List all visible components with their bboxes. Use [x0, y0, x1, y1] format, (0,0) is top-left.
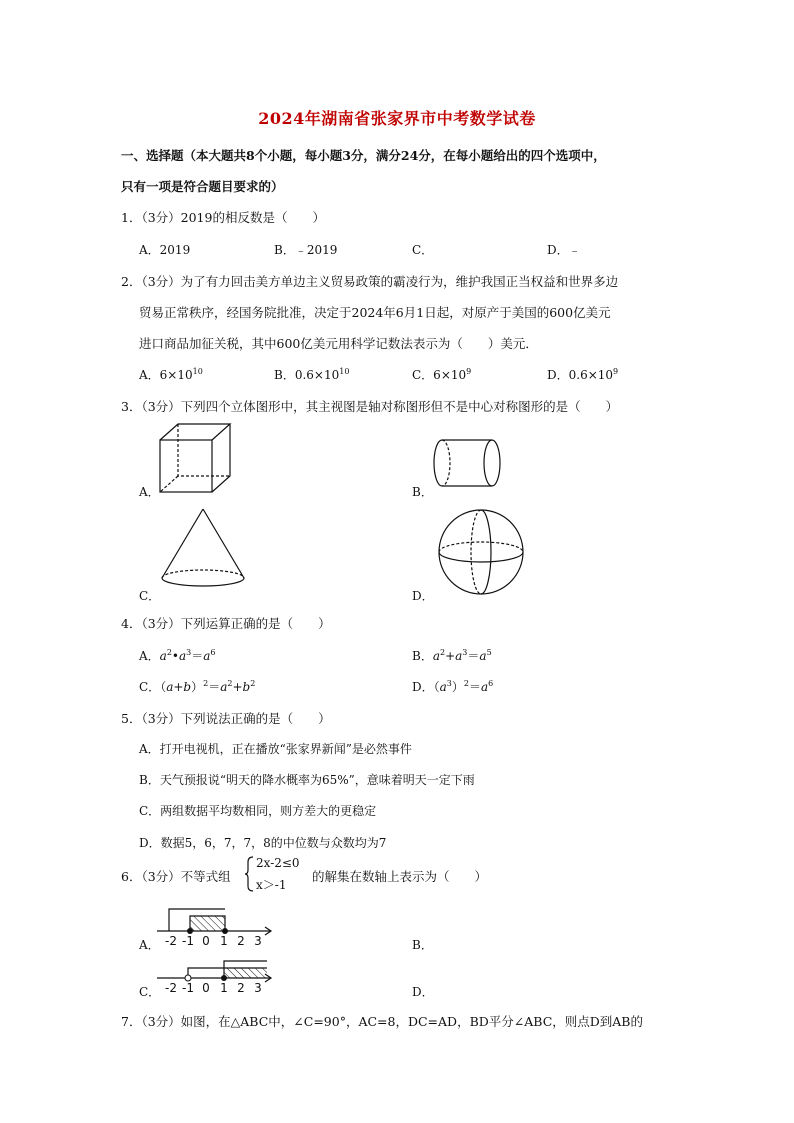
- q5-stem: 5．（3分）下列说法正确的是（ ）: [121, 711, 331, 726]
- q5-option-a: A．打开电视机，正在播放“张家界新闻”是必然事件: [139, 742, 412, 756]
- q2-option-d: D．$0.6\times 10^9$: [547, 367, 619, 382]
- q4-option-b: B．$a^2+a^3=a^5$: [412, 648, 492, 663]
- q3-stem: 3．（3分）下列四个立体图形中，其主视图是轴对称图形但不是中心对称图形的是（ ）: [121, 399, 619, 414]
- axis-tick-label: 0: [202, 981, 210, 995]
- q3-option-d-label: D．: [412, 589, 434, 603]
- section-heading-line1: 一、选择题（本大题共8个小题，每小题3分，满分24分，在每小题给出的四个选项中，: [121, 148, 606, 163]
- q2-line2: 贸易正常秩序，经国务院批准，决定于2024年6月1日起，对原产于美国的600亿美元: [139, 305, 611, 320]
- brace-icon: [244, 856, 254, 892]
- q1-option-c: C．: [412, 243, 434, 257]
- q1-option-b: B．﹣2019: [274, 243, 338, 257]
- q4-option-c: C．$(a+b)^2=a^2+b^2$: [139, 679, 256, 694]
- q3-option-b-label: B．: [412, 485, 433, 499]
- cube-figure: [155, 420, 235, 498]
- q1-option-d: D．﹣: [547, 243, 581, 257]
- axis-tick-label: -1: [182, 981, 194, 995]
- q6-stem-suffix: 的解集在数轴上表示为（ ）: [312, 869, 488, 884]
- q2-line1: 2．（3分）为了有力回击美方单边主义贸易政策的霸凌行为，维护我国正当权益和世界多边: [121, 274, 619, 289]
- q6-option-b-label: B．: [412, 938, 433, 952]
- section-heading-line2: 只有一项是符合题目要求的）: [121, 179, 284, 194]
- axis-tick-label: 1: [220, 981, 228, 995]
- q6-inequality-2: x＞-1: [256, 878, 287, 892]
- q1-option-a: A．2019: [139, 243, 191, 257]
- axis-tick-label: 3: [254, 934, 262, 948]
- number-line-a: [155, 906, 280, 948]
- axis-tick-label: -1: [182, 934, 194, 948]
- axis-tick-label: 0: [202, 934, 210, 948]
- q3-option-a-label: A．: [139, 485, 160, 499]
- axis-tick-label: -2: [165, 934, 177, 948]
- q2-option-b: B．$0.6\times 10^{10}$: [274, 367, 350, 382]
- q2-option-c: C．$6\times 10^9$: [412, 367, 472, 382]
- axis-tick-label: -2: [165, 981, 177, 995]
- q1-stem: 1．（3分）2019的相反数是（ ）: [121, 210, 325, 225]
- q2-option-a: A．$6\times 10^{10}$: [139, 367, 203, 382]
- number-line-c: [155, 953, 280, 995]
- q7-stem: 7．（3分）如图，在△ABC中，∠C=90°，AC=8，DC=AD，BD平分∠ABC，则点D到AB的: [121, 1014, 643, 1029]
- q4-option-d: D．$(a^3)^2=a^6$: [412, 679, 494, 694]
- q6-option-a-label: A．: [139, 938, 160, 952]
- axis-tick-label: 2: [237, 981, 245, 995]
- cylinder-figure: [430, 436, 510, 496]
- q6-inequality-1: 2x-2≤0: [256, 856, 300, 870]
- q6-stem-prefix: 6．（3分）不等式组: [121, 869, 231, 884]
- axis-tick-label: 1: [220, 934, 228, 948]
- cone-figure: [158, 506, 248, 590]
- q6-option-d-label: D．: [412, 985, 434, 999]
- axis-tick-label: 3: [254, 981, 262, 995]
- q3-option-c-label: C．: [139, 589, 161, 603]
- q2-line3: 进口商品加征关税，其中600亿美元用科学记数法表示为（ ）美元．: [139, 336, 538, 351]
- axis-tick-label: 2: [237, 934, 245, 948]
- q5-option-d: D．数据5，6，7，7，8的中位数与众数均为7: [139, 836, 387, 850]
- q5-option-b: B．天气预报说“明天的降水概率为65%”，意味着明天一定下雨: [139, 773, 475, 787]
- q6-option-c-label: C．: [139, 985, 161, 999]
- q5-option-c: C．两组数据平均数相同，则方差大的更稳定: [139, 804, 377, 818]
- q4-option-a: A．$a^2•a^3=a^6$: [139, 648, 216, 663]
- sphere-figure: [436, 507, 526, 597]
- exam-title: 2024年湖南省张家界市中考数学试卷: [258, 109, 536, 128]
- q4-stem: 4．（3分）下列运算正确的是（ ）: [121, 616, 331, 631]
